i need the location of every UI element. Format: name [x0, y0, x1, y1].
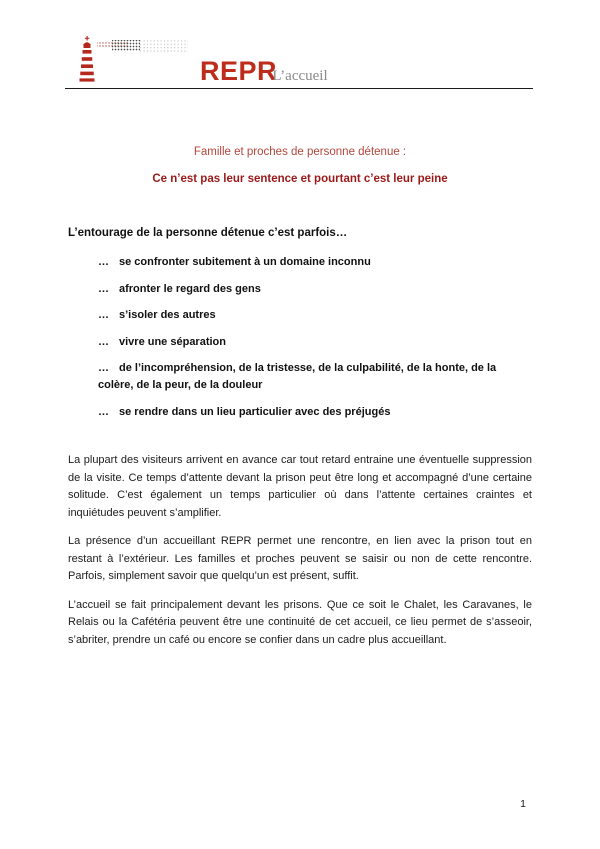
list-item: [68, 334, 498, 351]
list-item-text: de l’incompréhension, de la tristesse, de la culpabilité, de la honte, de la colère, de la peur, de la douleur: [98, 362, 497, 391]
ellipsis-marker: …: [98, 309, 109, 321]
ellipsis-marker: …: [98, 335, 109, 348]
running-title: L’accueil: [272, 68, 328, 84]
list-item-text: se rendre dans un lieu particulier avec des préjugés: [119, 405, 391, 418]
list-item: [68, 307, 498, 324]
consequence-list: [68, 254, 498, 430]
list-item: [68, 281, 498, 298]
page-header: [0, 36, 600, 88]
body-paragraph: L’accueil se fait principalement devant les prisons. Que ce soit le Chalet, les Caravanes, le Relais ou la Cafétéria peuvent être une continuité de cet accueil, ce lieu permet de s’asseoir, s’abriter, prendre un café ou encore se confier dans un cadre plus accueillant.: [68, 598, 532, 646]
page-number: 1: [520, 798, 526, 810]
title-line-1: Famille et proches de personne détenue :: [193, 146, 407, 158]
list-item-text: s’isoler des autres: [119, 309, 216, 321]
header-rule: [65, 88, 533, 89]
section-heading: L’entourage de la personne détenue c’est parfois…: [68, 227, 348, 239]
list-item-text: vivre une séparation: [119, 335, 226, 348]
document-title: [0, 146, 600, 185]
ellipsis-marker: …: [98, 405, 109, 418]
list-item: [68, 404, 498, 421]
logo-text: REPR: [200, 56, 278, 86]
list-item-text: afronter le regard des gens: [119, 282, 261, 295]
list-item: [68, 360, 498, 394]
title-line-2: Ce n’est pas leur sentence et pourtant c’est leur peine: [152, 173, 448, 185]
list-item-text: se confronter subitement à un domaine inconnu: [119, 256, 371, 268]
body-paragraph: La plupart des visiteurs arrivent en avance car tout retard entraine une éventuelle suppression de la visite. Ce temps d’attente devant la prison peut être long et accompagné d’une certaine solitude. C’est également un temps particulier où dans l’attente certaines craintes et inquiétudes peuvent s’amplifier.: [68, 454, 532, 519]
ellipsis-marker: …: [98, 256, 109, 268]
ellipsis-marker: …: [98, 362, 109, 374]
ellipsis-marker: …: [98, 282, 109, 295]
body-paragraph: La présence d’un accueillant REPR permet une rencontre, en lien avec la prison tout en restant à l’extérieur. Les familles et proches peuvent se saisir ou non de cette rencontre. Parfois, simplement savoir que quelqu’un est présent, suffit.: [68, 535, 532, 582]
body-paragraphs: [68, 452, 532, 660]
list-item: [68, 254, 498, 271]
